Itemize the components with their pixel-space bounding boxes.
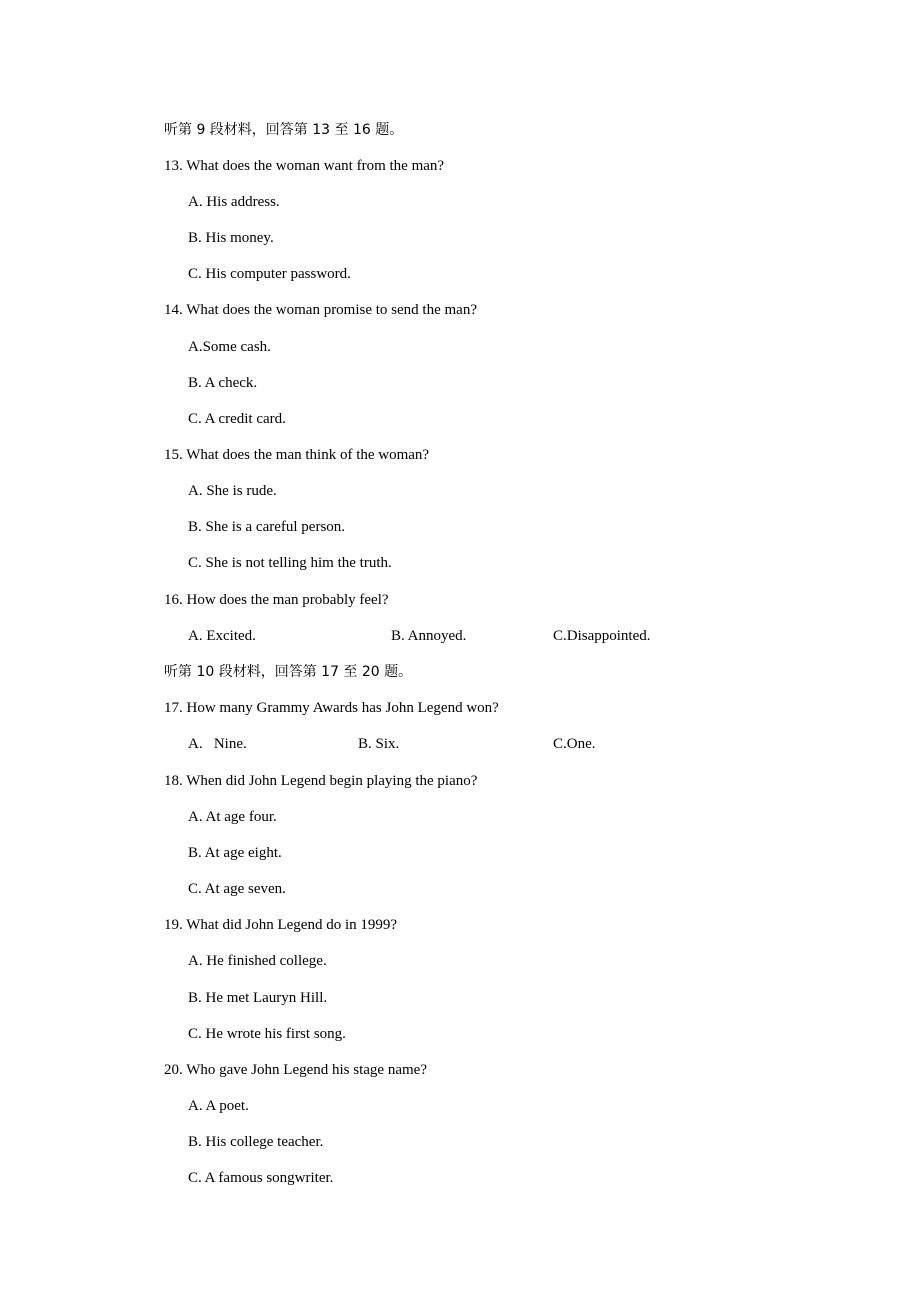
option-14-a: A.Some cash. — [188, 339, 271, 355]
section-heading: 听第 10 段材料，回答第 17 至 20 题。 — [164, 664, 413, 680]
option-19-a: A. He finished college. — [188, 953, 327, 969]
option-16-a: A. Excited. — [188, 628, 256, 644]
option-20-c: C. A famous songwriter. — [188, 1170, 334, 1186]
question-13: 13. What does the woman want from the man? — [164, 158, 445, 174]
question-16: 16. How does the man probably feel? — [164, 592, 389, 608]
option-13-a: A. His address. — [188, 194, 280, 210]
option-16-c: C.Disappointed. — [553, 628, 651, 644]
question-14: 14. What does the woman promise to send the man? — [164, 302, 477, 318]
option-20-a: A. A poet. — [188, 1098, 249, 1114]
option-13-c: C. His computer password. — [188, 266, 351, 282]
option-19-c: C. He wrote his first song. — [188, 1026, 346, 1042]
option-17-a: A. Nine. — [188, 736, 247, 752]
option-16-b: B. Annoyed. — [391, 628, 467, 644]
option-14-b: B. A check. — [188, 375, 258, 391]
question-18: 18. When did John Legend begin playing the piano? — [164, 773, 478, 789]
option-15-c: C. She is not telling him the truth. — [188, 555, 392, 571]
option-17-b: B. Six. — [358, 736, 400, 752]
option-18-c: C. At age seven. — [188, 881, 286, 897]
question-19: 19. What did John Legend do in 1999? — [164, 917, 398, 933]
option-20-b: B. His college teacher. — [188, 1134, 324, 1150]
option-14-c: C. A credit card. — [188, 411, 286, 427]
option-17-c: C.One. — [553, 736, 596, 752]
question-17: 17. How many Grammy Awards has John Legend won? — [164, 700, 499, 716]
question-20: 20. Who gave John Legend his stage name? — [164, 1062, 427, 1078]
option-19-b: B. He met Lauryn Hill. — [188, 990, 328, 1006]
option-15-a: A. She is rude. — [188, 483, 277, 499]
option-13-b: B. His money. — [188, 230, 274, 246]
option-15-b: B. She is a careful person. — [188, 519, 346, 535]
section-heading: 听第 9 段材料，回答第 13 至 16 题。 — [164, 122, 404, 138]
question-15: 15. What does the man think of the woman? — [164, 447, 430, 463]
option-18-a: A. At age four. — [188, 809, 277, 825]
option-18-b: B. At age eight. — [188, 845, 282, 861]
